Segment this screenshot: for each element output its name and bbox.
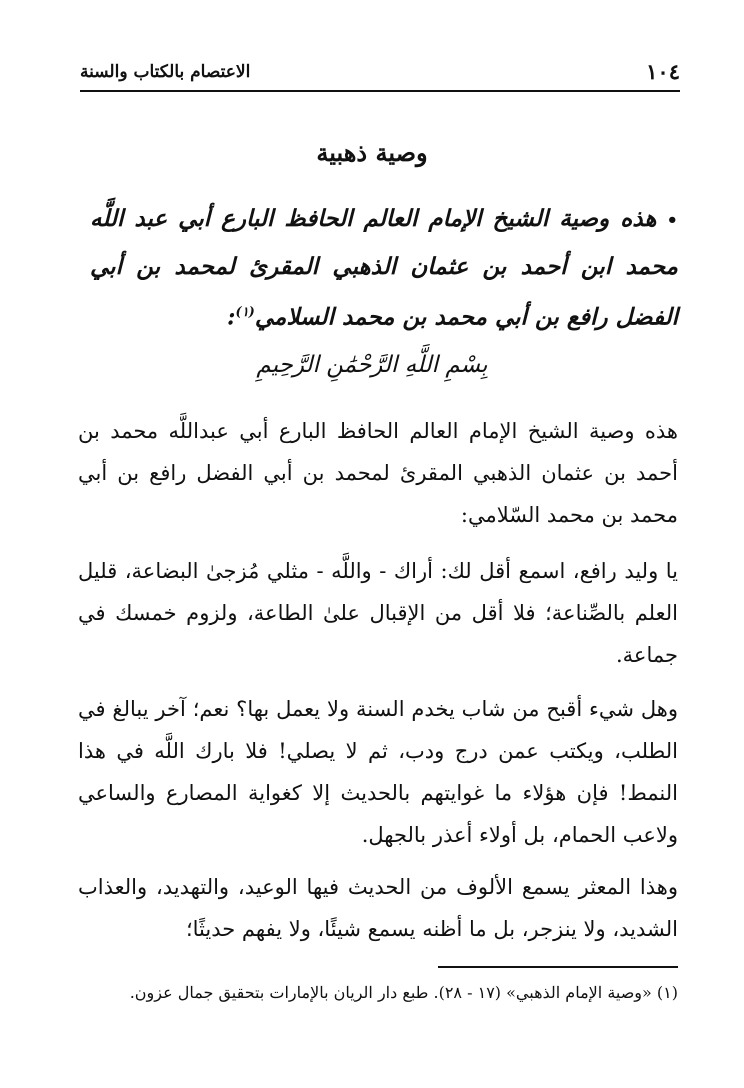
paragraph: وهل شيء أقبح من شاب يخدم السنة ولا يعمل بها؟ نعم؛ آخر يبالغ في الطلب، ويكتب عمن درج ودب، ثم لا يصلي! فلا بارك اللَّه في هذا النمط! فإن هؤلاء ما غوايتهم بالحديث إلا كغواية المصارع والساعي ولاعب الحمام، بل أولاء أعذر بالجهل. [78,697,678,847]
running-head: الاعتصام بالكتاب والسنة [80,62,251,82]
footnote: (١) «وصية الإمام الذهبي» (١٧ - ٢٨). طبع دار الريان بالإمارات بتحقيق جمال عزون. [129,983,678,1002]
bullet-icon: • [666,210,678,231]
intro-end: : [227,303,236,331]
paragraph: وهذا المعثر يسمع الألوف من الحديث فيها الوعيد، والتهديد، والعذاب الشديد، ولا ينزجر، بل ما أظنه يسمع شيئًا، ولا يفهم حديثًا؛ [78,875,678,941]
intro-paragraph [90,196,678,341]
paragraph: هذه وصية الشيخ الإمام العالم الحافظ البارع أبي عبداللَّه محمد بن أحمد بن عثمان الذهبي المقرئ لمحمد بن أبي الفضل رافع بن أبي محمد بن محمد السّلامي: [78,419,678,527]
paragraph: يا وليد رافع، اسمع أقل لك: أراك - واللَّه - مثلي مُزجىٰ البضاعة، قليل العلم بالصِّناعة؛ فلا أقل من الإقبال علىٰ الطاعة، ولزوم خمسك في جماعة. [78,559,678,667]
intro-text: هذه وصية الشيخ الإمام العالم الحافظ البارع أبي عبد اللَّه محمد ابن أحمد بن عثمان الذهبي المقرئ لمحمد بن أبي الفضل رافع بن أبي محمد بن محمد السلامي [90,205,678,331]
page-header [80,56,680,92]
footnote-divider [438,966,678,968]
basmala: بِسْمِ اللَّهِ الرَّحْمَٰنِ الرَّحِيمِ [256,352,488,378]
section-title: وصية ذهبية [316,138,428,167]
footnote-reference: (١) [235,305,255,320]
page-number: ١٠٤ [646,59,680,84]
